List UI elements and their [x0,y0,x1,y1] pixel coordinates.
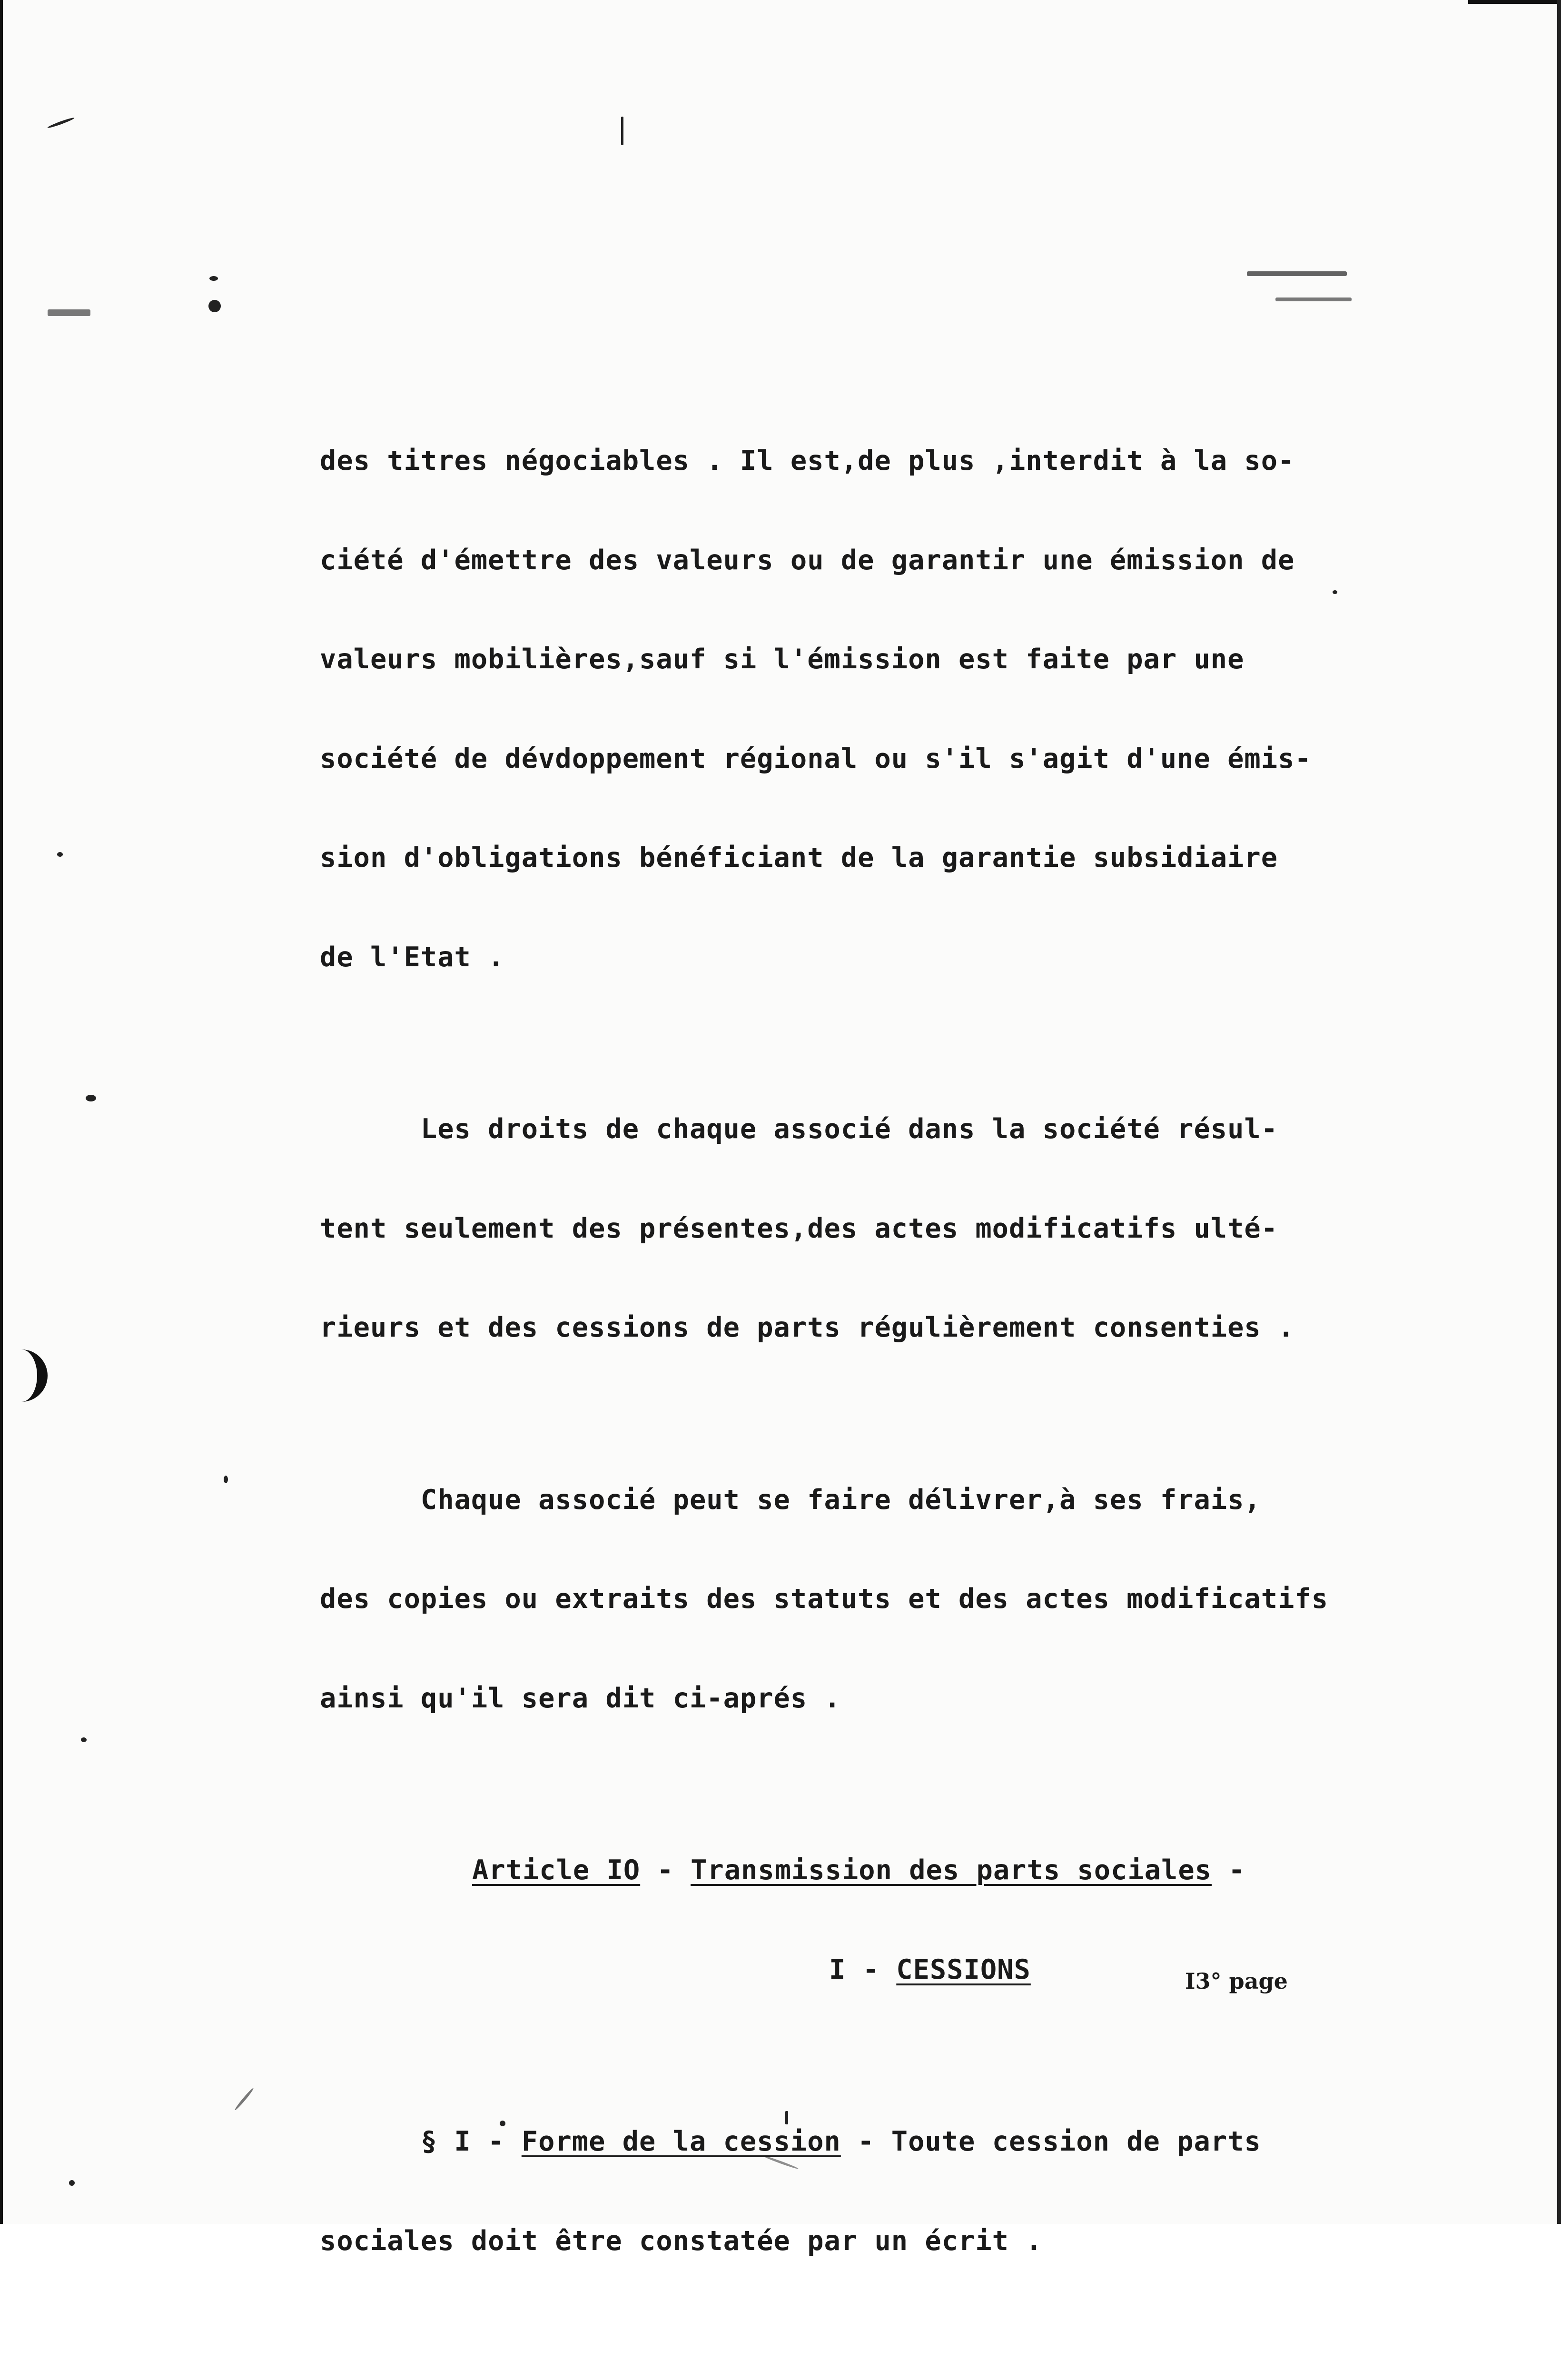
scan-speck [224,1476,228,1483]
section-title: CESSIONS [896,1954,1031,1985]
scan-edge-left [0,0,3,2224]
scan-speck [234,2087,254,2111]
text-line: Chaque associé peut se faire délivrer,à ses frais, [320,1484,1261,1516]
text-line: rieurs et des cessions de parts régulièrement consenties . [320,1312,1295,1343]
scan-speck [81,1737,87,1742]
scan-speck [86,1095,96,1101]
text-line: des titres négociables . Il est,de plus ,interdit à la so- [320,445,1295,476]
scan-edge-top [1468,0,1561,4]
page-number: I3° page [1185,1968,1288,1994]
text-line: société de dévdoppement régional ou s'il s'agit d'une émis- [320,743,1312,774]
paragraph-marker: § I - [320,2126,522,2157]
scan-speck [69,2180,75,2186]
scan-speck [1275,298,1352,301]
typewritten-body [320,378,1500,2380]
binding-hole-mark [4,1349,48,1402]
text-line [320,2125,1500,2159]
scan-speck [621,117,623,145]
article-title: Transmission des parts sociales [691,1854,1212,1886]
text-line: sociales doit être constatée par un écrit . [320,2225,1043,2257]
scan-speck [1247,271,1347,276]
text-line: ainsi qu'il sera dit ci-aprés . [320,1682,841,1714]
section-prefix: I - [829,1954,897,1985]
text-line: sion d'obligations bénéficiant de la garantie subsidiaire [320,842,1278,873]
scan-speck [57,852,63,857]
heading-separator: - [640,1854,691,1886]
heading-trailing: - [1211,1854,1245,1886]
scan-speck [48,309,90,316]
text-line: valeurs mobilières,sauf si l'émission est faite par une [320,644,1245,675]
paragraph-title: Forme de la cession [521,2126,841,2157]
text-line: de l'Etat . [320,941,505,973]
article-number: Article IO [472,1854,641,1886]
text-line: tent seulement des présentes,des actes modificatifs ulté- [320,1212,1278,1244]
text-line: Les droits de chaque associé dans la société résul- [320,1113,1278,1145]
text-line: ciété d'émettre des valeurs ou de garantir une émission de [320,544,1295,576]
text-line: des copies ou extraits des statuts et des actes modificatifs [320,1583,1329,1615]
text-fragment: - Toute cession de parts [840,2126,1261,2157]
section-heading [320,1954,1500,1987]
scan-edge-right [1557,0,1561,2224]
article-heading [320,1854,1500,1887]
scan-speck [47,117,75,129]
scan-speck [208,300,221,312]
scan-speck [209,276,218,281]
